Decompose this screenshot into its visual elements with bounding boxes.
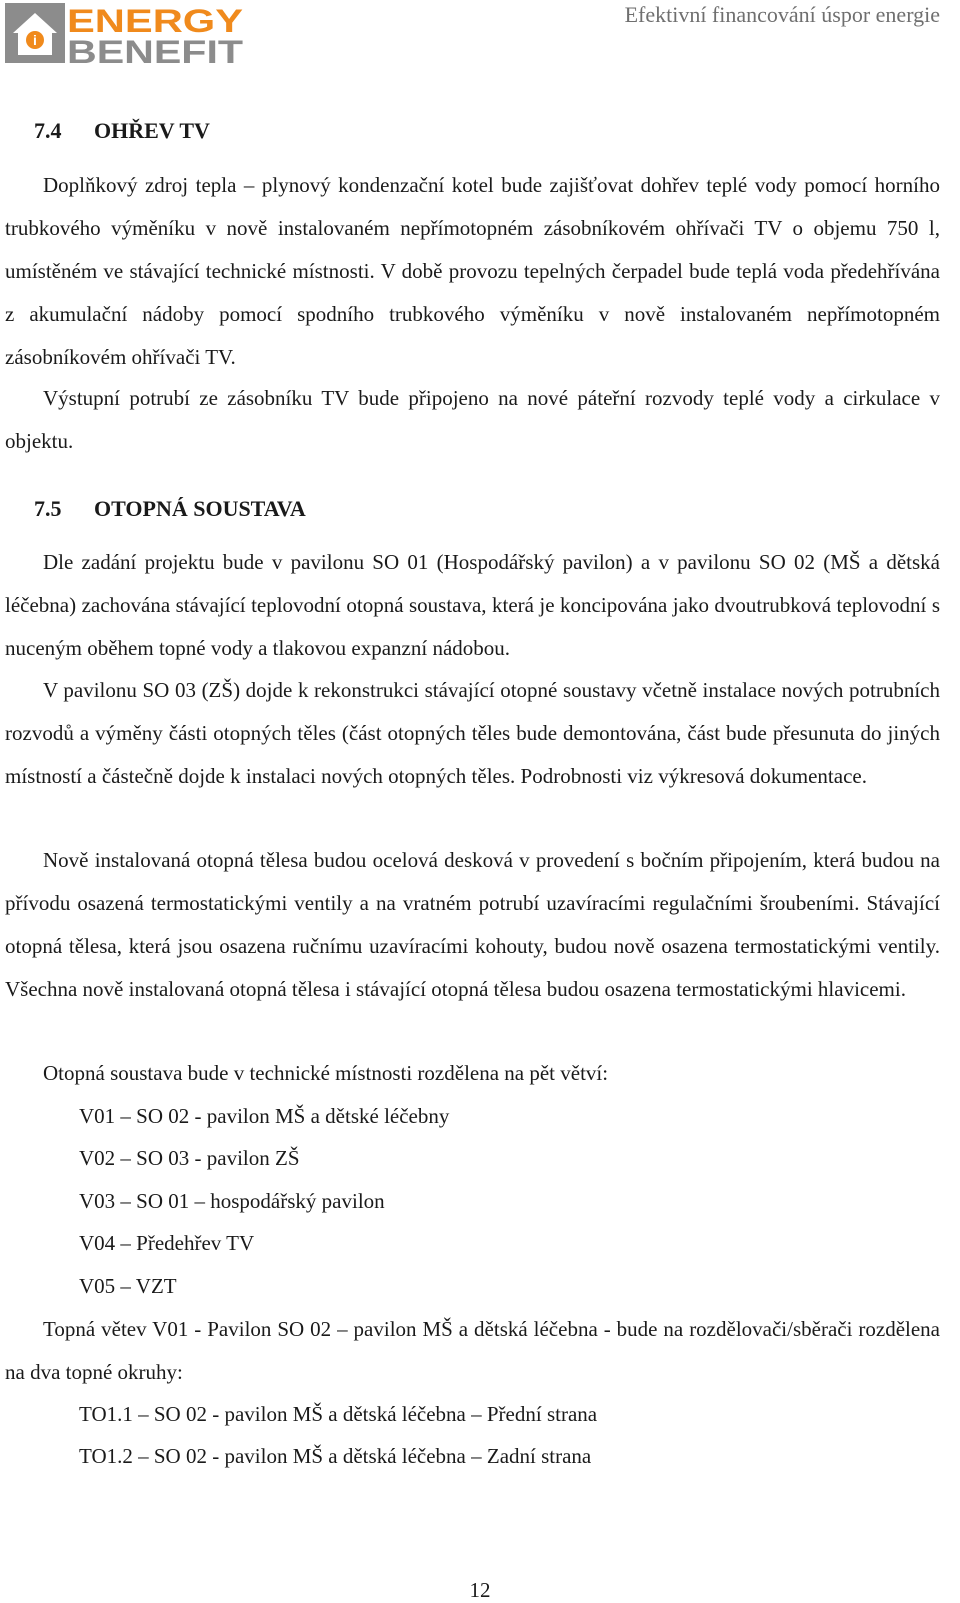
paragraph-7-5-5 bbox=[5, 1308, 940, 1394]
list-item-circuit: TO1.1 – SO 02 - pavilon MŠ a dětská léčebna – Přední strana bbox=[79, 1402, 598, 1426]
paragraph-text: Doplňkový zdroj tepla – plynový kondenzační kotel bude zajišťovat dohřev teplé vody pomocí horního trubkového výměníku v nově instalovaném nepřímotopném zásobníkovém ohřívači TV o objemu 750 l, umístěném ve stávající technické místnosti. V době provozu tepelných čerpadel bude teplá voda předehřívána z akumulační nádoby pomocí spodního trubkového výměníku v nově instalovaném nepřímotopném zásobníkovém ohřívači TV. bbox=[5, 173, 940, 369]
section-number: 7.4 bbox=[34, 118, 62, 143]
list-item-branch: V04 – Předehřev TV bbox=[79, 1231, 255, 1255]
list-item-branch: V01 – SO 02 - pavilon MŠ a dětské léčebny bbox=[79, 1104, 450, 1128]
section-heading-7-5 bbox=[34, 496, 306, 522]
logo-word-energy: ENERGY bbox=[67, 3, 243, 39]
list-item-circuit: TO1.2 – SO 02 - pavilon MŠ a dětská léčebna – Zadní strana bbox=[79, 1444, 592, 1468]
list-item-branch: V02 – SO 03 - pavilon ZŠ bbox=[79, 1146, 300, 1170]
energy-benefit-logo bbox=[5, 3, 245, 65]
paragraph-7-5-2 bbox=[5, 669, 940, 798]
paragraph-7-4-2 bbox=[5, 377, 940, 463]
list-item-branch: V03 – SO 01 – hospodářský pavilon bbox=[79, 1189, 385, 1213]
section-number: 7.5 bbox=[34, 496, 62, 521]
paragraph-text: Výstupní potrubí ze zásobníku TV bude připojeno na nové páteřní rozvody teplé vody a cirkulace v objektu. bbox=[5, 386, 940, 453]
section-heading-7-4 bbox=[34, 118, 210, 144]
paragraph-7-4-1 bbox=[5, 164, 940, 379]
paragraph-text: Nově instalovaná otopná tělesa budou ocelová desková v provedení s bočním připojením, která budou na přívodu osazená termostatickými ventily a na vratném potrubí uzavíracími regulačními šroubeními. Stávající otopná tělesa, která jsou osazena ručnímu uzavíracími kohouty, budou nově osazena termostatickými ventily. Všechna nově instalovaná otopná tělesa i stávající otopná tělesa budou osazena termostatickými hlavicemi. bbox=[5, 848, 940, 1001]
section-title: OHŘEV TV bbox=[94, 118, 210, 143]
paragraph-text: V pavilonu SO 03 (ZŠ) dojde k rekonstrukci stávající otopné soustavy včetně instalace nových potrubních rozvodů a výměny části otopných těles (část otopných těles bude demontována, část bude přesunuta do jiných místností a částečně dojde k instalaci nových otopných těles. Podrobnosti viz výkresová dokumentace. bbox=[5, 678, 940, 788]
paragraph-text: Dle zadání projektu bude v pavilonu SO 01 (Hospodářský pavilon) a v pavilonu SO 02 (MŠ a dětská léčebna) zachována stávající teplovodní otopná soustava, která je koncipována jako dvoutrubková teplovodní s nuceným oběhem topné vody a tlakovou expanzní nádobou. bbox=[5, 550, 940, 660]
paragraph-text: Otopná soustava bude v technické místnosti rozdělena na pět větví: bbox=[43, 1061, 609, 1085]
page-number: 12 bbox=[469, 1578, 491, 1602]
paragraph-7-5-1 bbox=[5, 541, 940, 670]
section-title: OTOPNÁ SOUSTAVA bbox=[94, 496, 306, 521]
running-head: Efektivní financování úspor energie bbox=[624, 2, 940, 27]
logo-mark: i bbox=[33, 32, 37, 48]
paragraph-7-5-4 bbox=[5, 1052, 940, 1095]
paragraph-7-5-3 bbox=[5, 839, 940, 1011]
list-item-branch: V05 – VZT bbox=[79, 1274, 177, 1298]
paragraph-text: Topná větev V01 - Pavilon SO 02 – pavilon MŠ a dětská léčebna - bude na rozdělovači/sběrači rozdělena na dva topné okruhy: bbox=[5, 1317, 940, 1384]
logo-word-benefit: BENEFIT bbox=[67, 34, 244, 65]
